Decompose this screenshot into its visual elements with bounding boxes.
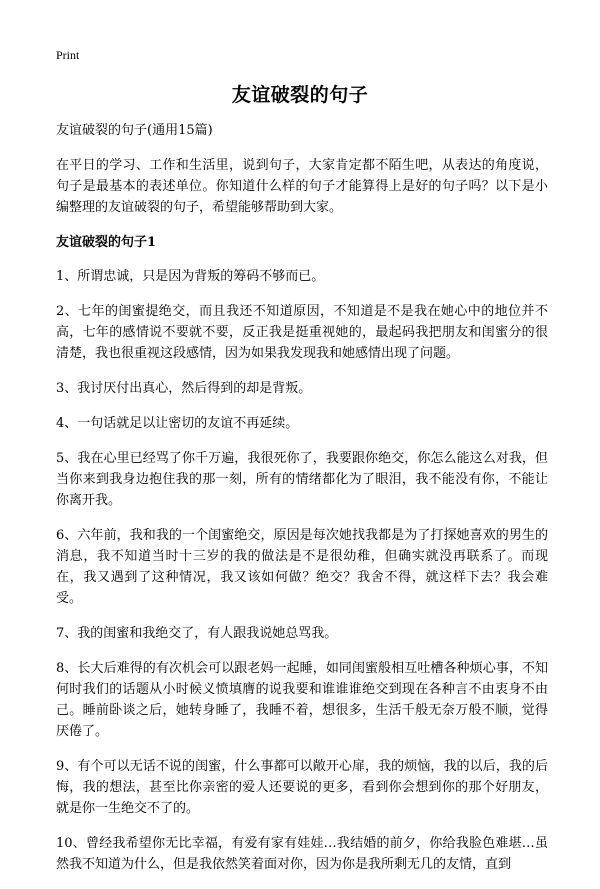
print-link[interactable]: Print xyxy=(56,48,80,62)
section-heading: 友谊破裂的句子1 xyxy=(56,235,157,250)
list-item: 1、所谓忠诚，只是因为背叛的筹码不够而已。 xyxy=(56,269,325,284)
article-subtitle: 友谊破裂的句子(通用15篇) xyxy=(56,123,213,138)
list-item: 8、长大后难得的有次机会可以跟老妈一起睡，如同闺蜜般相互吐槽各种烦心事，不知何时我们的话题从小时候义愤填膺的说我要和谁谁谁绝交到现在各种言不由衷身不由己。睡前卧谈之后，她转身睡了，我睡不着，想很多，生活千般无奈万般不顺，觉得厌倦了。 xyxy=(56,661,548,739)
intro-paragraph: 在平日的学习、工作和生活里，说到句子，大家肯定都不陌生吧，从表达的角度说，句子是最基本的表述单位。你知道什么样的句子才能算得上是好的句子吗？以下是小编整理的友谊破裂的句子，希望能够帮助到大家。 xyxy=(56,158,548,215)
list-item: 10、曾经我希望你无比幸福，有爱有家有娃娃…我结婚的前夕，你给我脸色难堪…虽然我不知道为什么，但是我依然笑着面对你，因为你是我所剩无几的友情，直到 xyxy=(56,836,548,872)
list-item: 3、我讨厌付出真心，然后得到的却是背叛。 xyxy=(56,381,312,396)
article-body xyxy=(56,120,548,889)
list-item: 6、六年前，我和我的一个闺蜜绝交，原因是每次她找我都是为了打探她喜欢的男生的消息，我不知道当时十三岁的我的做法是不是很幼稚，但确实就没再联系了。而现在，我又遇到了这种情况，我又该如何做？绝交？我舍不得，就这样下去？我会难受。 xyxy=(56,528,548,606)
list-item: 5、我在心里已经骂了你千万遍，我很死你了，我要跟你绝交，你怎么能这么对我，但当你来到我身边抱住我的那一刻，所有的情绪都化为了眼泪，我不能没有你，不能让你离开我。 xyxy=(56,451,548,508)
page-title: 友谊破裂的句子 xyxy=(231,84,369,106)
list-item: 4、一句话就足以让密切的友谊不再延续。 xyxy=(56,416,299,431)
list-item: 7、我的闺蜜和我绝交了，有人跟我说她总骂我。 xyxy=(56,626,338,641)
list-item: 2、七年的闺蜜提绝交，而且我还不知道原因，不知道是不是我在她心中的地位并不高，七年的感情说不要就不要，反正我是挺重视她的，最起码我把朋友和闺蜜分的很清楚，我也很重视这段感情，因为如果我发现我和她感情出现了问题。 xyxy=(56,304,548,361)
list-item: 9、有个可以无话不说的闺蜜，什么事都可以敞开心扉，我的烦恼，我的以后，我的后悔，我的想法，甚至比你亲密的爱人还要说的更多，看到你会想到你的那个好朋友，就是你一生绝交不了的。 xyxy=(56,759,548,816)
